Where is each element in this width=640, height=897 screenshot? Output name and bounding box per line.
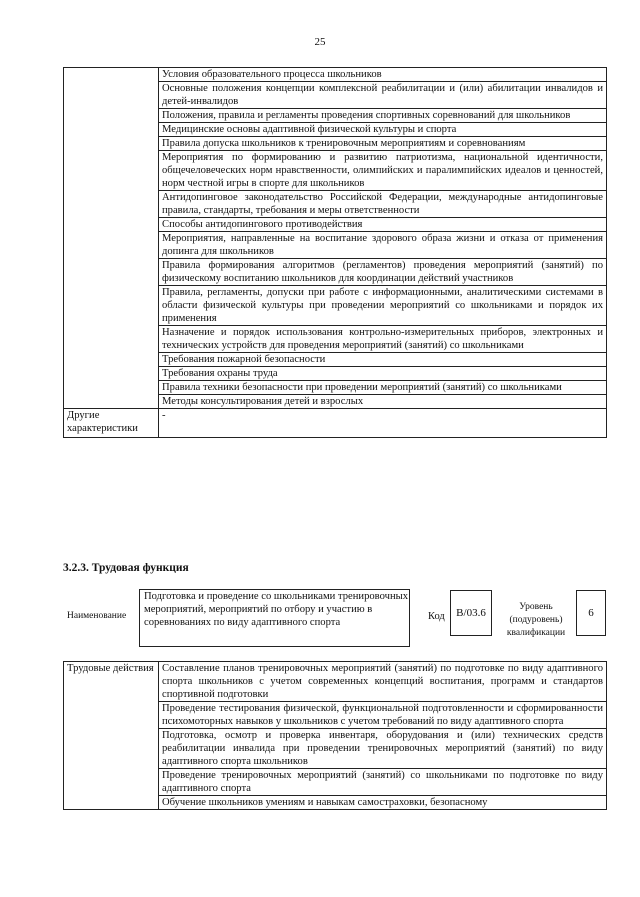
- labor-actions-table: [63, 661, 607, 810]
- table-row: Положения, правила и регламенты проведения спортивных соревнований для школьников: [159, 109, 607, 123]
- table-row: Проведение тренировочных мероприятий (занятий) со школьниками по подготовке по виду адаптивного спорта: [159, 769, 607, 796]
- table-row: Антидопинговое законодательство Российской Федерации, международные антидопинговые правила, стандарты, требования и меры ответственности: [159, 191, 607, 218]
- function-name-box: Подготовка и проведение со школьниками тренировочных мероприятий, мероприятий по отбору и участию в соревнованиях по виду адаптивного спорта: [139, 589, 410, 647]
- table-row: Медицинские основы адаптивной физической культуры и спорта: [159, 123, 607, 137]
- code-label: Код: [428, 611, 445, 622]
- table-row: Мероприятия, направленные на воспитание здорового образа жизни и отказа от применения допинга для школьников: [159, 232, 607, 259]
- function-header: [63, 589, 607, 649]
- table-row: Условия образовательного процесса школьников: [159, 68, 607, 82]
- section-heading: 3.2.3. Трудовая функция: [63, 562, 189, 574]
- other-characteristics-value: -: [159, 409, 607, 438]
- table-row: Правила, регламенты, допуски при работе с информационными, аналитическими системами в области физической культуры при проведении мероприятий со школьниками и порядок их применения: [159, 286, 607, 326]
- table-left-cell: [64, 68, 159, 409]
- labor-actions-label: Трудовые действия: [64, 662, 159, 810]
- table-row: Обучение школьников умениям и навыкам самостраховки, безопасному: [159, 796, 607, 810]
- table-row: Правила допуска школьников к тренировочным мероприятиям и соревнованиям: [159, 137, 607, 151]
- other-characteristics-label: Другие характеристики: [64, 409, 159, 438]
- table-row: Подготовка, осмотр и проверка инвентаря, оборудования и (или) технических средств реабилитации инвалида при проведении тренировочных мероприятий (занятий) по виду адаптивного спорта школьников: [159, 729, 607, 769]
- table-row: Проведение тестирования физической, функциональной подготовленности и сформированности психомоторных навыков у школьников с учетом требований по виду адаптивного спорта: [159, 702, 607, 729]
- knowledge-table: [63, 67, 607, 438]
- table-row: Методы консультирования детей и взрослых: [159, 395, 607, 409]
- page-number: 25: [314, 36, 326, 48]
- table-row: Составление планов тренировочных мероприятий (занятий) по подготовке по виду адаптивного спорта школьников с учетом современных концепций воспитания, программ и стандартов спортивной подготовки: [159, 662, 607, 702]
- table-row: Требования пожарной безопасности: [159, 353, 607, 367]
- table-row: Мероприятия по формированию и развитию патриотизма, национальной идентичности, общечеловеческих норм нравственности, олимпийских и паралимпийских идеалов и ценностей, норм честной игры в спорте для школьников: [159, 151, 607, 191]
- table-row: Требования охраны труда: [159, 367, 607, 381]
- function-code-box: В/03.6: [450, 590, 492, 636]
- table-row: Правила формирования алгоритмов (регламентов) проведения мероприятий (занятий) по физическому воспитанию школьников для координации действий участников: [159, 259, 607, 286]
- table-row: Основные положения концепции комплексной реабилитации и (или) абилитации инвалидов и детей-инвалидов: [159, 82, 607, 109]
- table-row: Назначение и порядок использования контрольно-измерительных приборов, электронных и технических устройств для проведения мероприятий (занятий) со школьниками: [159, 326, 607, 353]
- table-row: Правила техники безопасности при проведении мероприятий (занятий) со школьниками: [159, 381, 607, 395]
- level-label: Уровень (подуровень) квалификации: [506, 602, 566, 638]
- name-label: Наименование: [67, 611, 127, 621]
- function-level-box: 6: [576, 590, 606, 636]
- table-row: Способы антидопингового противодействия: [159, 218, 607, 232]
